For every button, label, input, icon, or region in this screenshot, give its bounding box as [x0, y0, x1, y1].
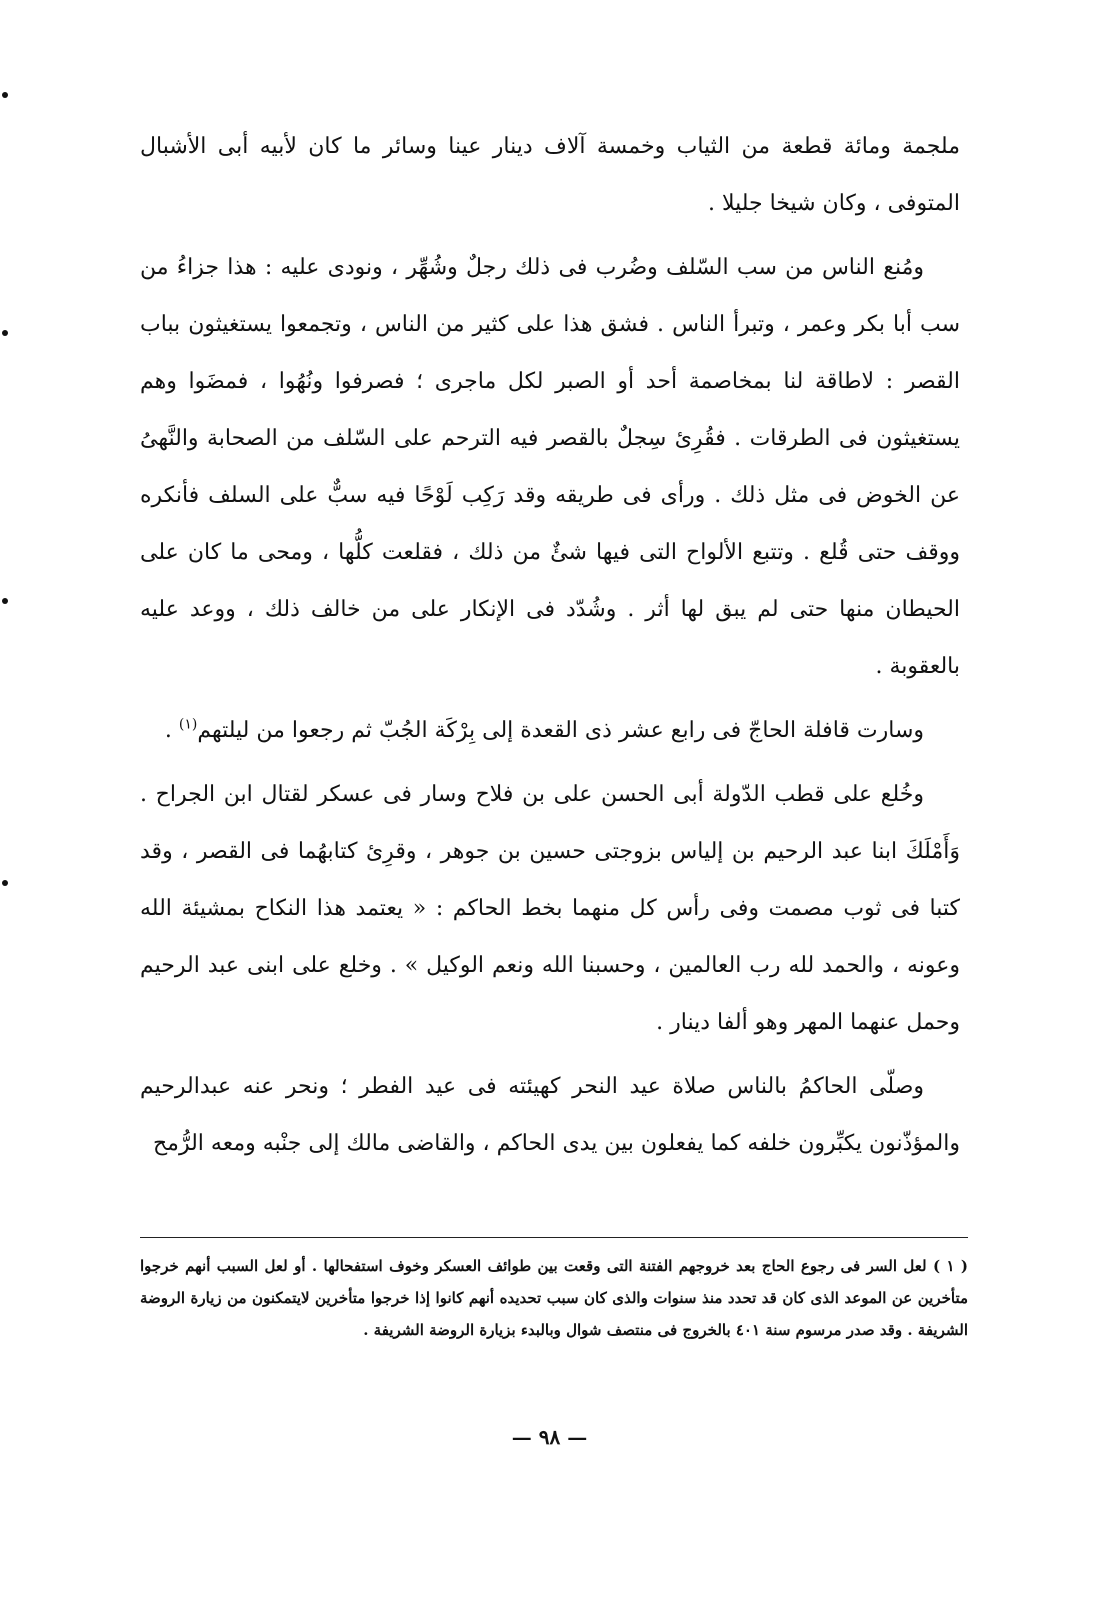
margin-mark — [2, 880, 8, 886]
paragraph-3-tail: . — [164, 718, 179, 743]
footnote-separator — [140, 1237, 968, 1238]
margin-mark — [2, 330, 8, 336]
margin-mark — [2, 598, 8, 604]
paragraph-3-text: وسارت قافلة الحاجّ فى رابع عشر ذى القعدة إلى بِرْكَة الجُبّ ثم رجعوا من ليلتهم — [197, 718, 924, 743]
paragraph-3 — [140, 702, 960, 759]
footnote: ( ١ ) لعل السر فى رجوع الحاج بعد خروجهم الفتنة التى وقعت بين طوائف العسكر وخوف استفحالها . أو لعل السبب أنهم خرجوا متأخرين عن الموعد الذى كان قد تحدد منذ سنوات والذى كان سبب تحديده أنهم كانوا إذا خرجوا متأخرين لايتمكنون من زيارة الروضة الشريفة . وقد صدر مرسوم سنة ٤٠١ بالخروج فى منتصف شوال وبالبدء بزيارة الروضة الشريفة . — [140, 1257, 968, 1339]
footnote-reference: (١) — [178, 716, 198, 733]
paragraph-4: وخُلع على قطب الدّولة أبى الحسن على بن فلاح وسار فى عسكر لقتال ابن الجراح . وَأَمْلَكَ ابنا عبد الرحيم بن إلياس بزوجتى حسين بن جوهر ، وقرِئ كتابهُما فى القصر ، وقد كتبا فى ثوب مصمت وفى رأس كل منهما بخط الحاكم : « يعتمد هذا النكاح بمشيئة الله وعونه ، والحمد لله رب العالمين ، وحسبنا الله ونعم الوكيل » . وخلع على ابنى عبد الرحيم وحمل عنهما المهر وهو ألفا دينار . — [140, 782, 960, 1035]
main-text — [140, 118, 960, 1179]
page-number: — ٩٨ — — [511, 1425, 588, 1449]
paragraph-5: وصلّى الحاكمُ بالناس صلاة عيد النحر كهيئته فى عيد الفطر ؛ ونحر عنه عبدالرحيم والمؤذّنون يكبِّرون خلفه كما يفعلون بين يدى الحاكم ، والقاضى مالك إلى جنْبه ومعه الرُّمح — [140, 1074, 960, 1156]
margin-mark — [2, 92, 8, 98]
paragraph-2: ومُنع الناس من سب السّلف وضُرب فى ذلك رجلٌ وشُهِّر ، ونودى عليه : هذا جزاءُ من سب أبا بكر وعمر ، وتبرأ الناس . فشق هذا على كثير من الناس ، وتجمعوا يستغيثون بباب القصر : لاطاقة لنا بمخاصمة أحد أو الصبر لكل ماجرى ؛ فصرفوا ونُهُوا ، فمضَوا وهم يستغيثون فى الطرقات . فقُرِئ سِجلٌ بالقصر فيه الترحم على السّلف من الصحابة والنَّهىُ عن الخوض فى مثل ذلك . ورأى فى طريقه وقد رَكِب لَوْحًا فيه سبٌّ على السلف فأنكره ووقف حتى قُلع . وتتبع الألواح التى فيها شئٌ من ذلك ، فقلعت كلُّها ، ومحى ما كان على الحيطان منها حتى لم يبق لها أثر . وشُدّد فى الإنكار على من خالف ذلك ، ووعد عليه بالعقوبة . — [140, 255, 960, 679]
paragraph-1: ملجمة ومائة قطعة من الثياب وخمسة آلاف دينار عينا وسائر ما كان لأبيه أبى الأشبال المتوفى ، وكان شيخا جليلا . — [140, 134, 961, 216]
